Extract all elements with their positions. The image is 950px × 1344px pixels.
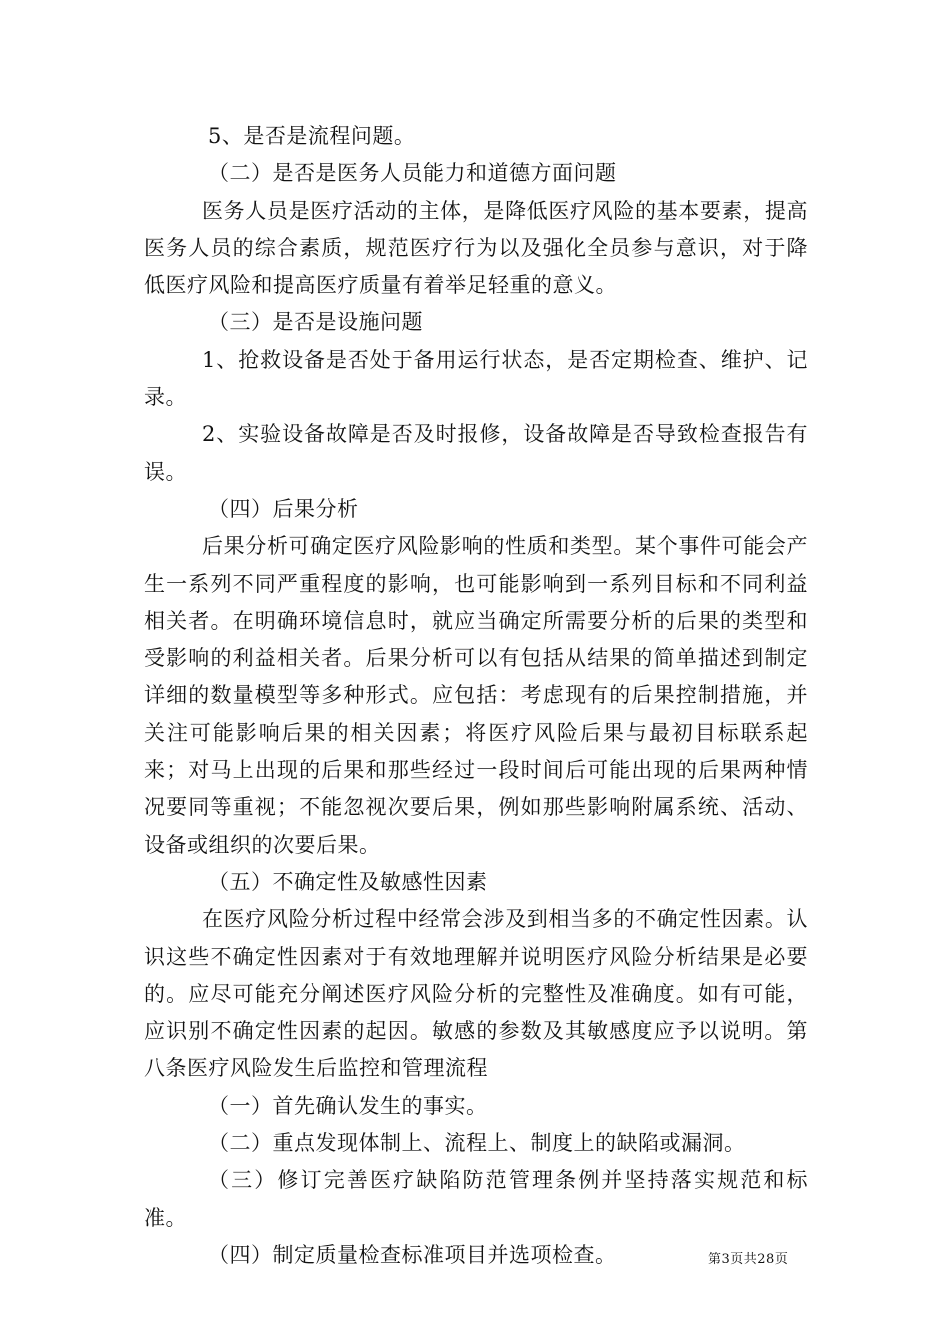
section-heading-3: （三）是否是设施问题: [208, 310, 423, 335]
paragraph-consequence-analysis: 后果分析可确定医疗风险影响的性质和类型。某个事件可能会产生一系列不同严重程度的影响，也可能影响到一系列目标和不同利益相关者。在明确环境信息时，就应当确定所需要分析的后果的类型和受影响的利益相关者。后果分析可以有包括从结果的简单描述到制定详细的数量模型等多种形式。应包括：考虑现有的后果控制措施，并关注可能影响后果的相关因素；将医疗风险后果与最初目标联系起来；对马上出现的后果和那些经过一段时间后可能出现的后果两种情况要同等重视；不能忽视次要后果，例如那些影响附属系统、活动、设备或组织的次要后果。: [144, 534, 808, 857]
section-heading-5: （五）不确定性及敏感性因素: [208, 869, 488, 894]
page-number: 第3页共28页: [708, 1252, 789, 1267]
list-item-revise-regulations: （三）修订完善医疗缺陷防范管理条例并坚持落实规范和标准。: [144, 1168, 808, 1230]
section-heading-4: （四）后果分析: [208, 496, 359, 521]
paragraph-medical-staff: 医务人员是医疗活动的主体，是降低医疗风险的基本要素，提高医务人员的综合素质，规范医疗行为以及强化全员参与意识，对于降低医疗风险和提高医疗质量有着举足轻重的意义。: [144, 198, 808, 298]
section-heading-2: （二）是否是医务人员能力和道德方面问题: [208, 161, 617, 186]
list-item-quality-inspection: （四）制定质量检查标准项目并选项检查。: [208, 1242, 617, 1267]
list-item-find-defects: （二）重点发现体制上、流程上、制度上的缺陷或漏洞。: [208, 1131, 746, 1156]
list-item-confirm-facts: （一）首先确认发生的事实。: [208, 1093, 488, 1118]
heading-process-question: 5、是否是流程问题。: [208, 124, 416, 148]
paragraph-uncertainty: 在医疗风险分析过程中经常会涉及到相当多的不确定性因素。认识这些不确定性因素对于有效地理解并说明医疗风险分析结果是必要的。应尽可能充分阐述医疗风险分析的完整性及准确度。如有可能，应识别不确定性因素的起因。敏感的参数及其敏感度应予以说明。第八条医疗风险发生后监控和管理流程: [144, 907, 808, 1081]
document-body: [144, 118, 808, 1274]
paragraph-lab-equipment: 2、实验设备故障是否及时报修，设备故障是否导致检查报告有误。: [144, 422, 808, 484]
paragraph-rescue-equipment: 1、抢救设备是否处于备用运行状态，是否定期检查、维护、记录。: [144, 347, 808, 410]
